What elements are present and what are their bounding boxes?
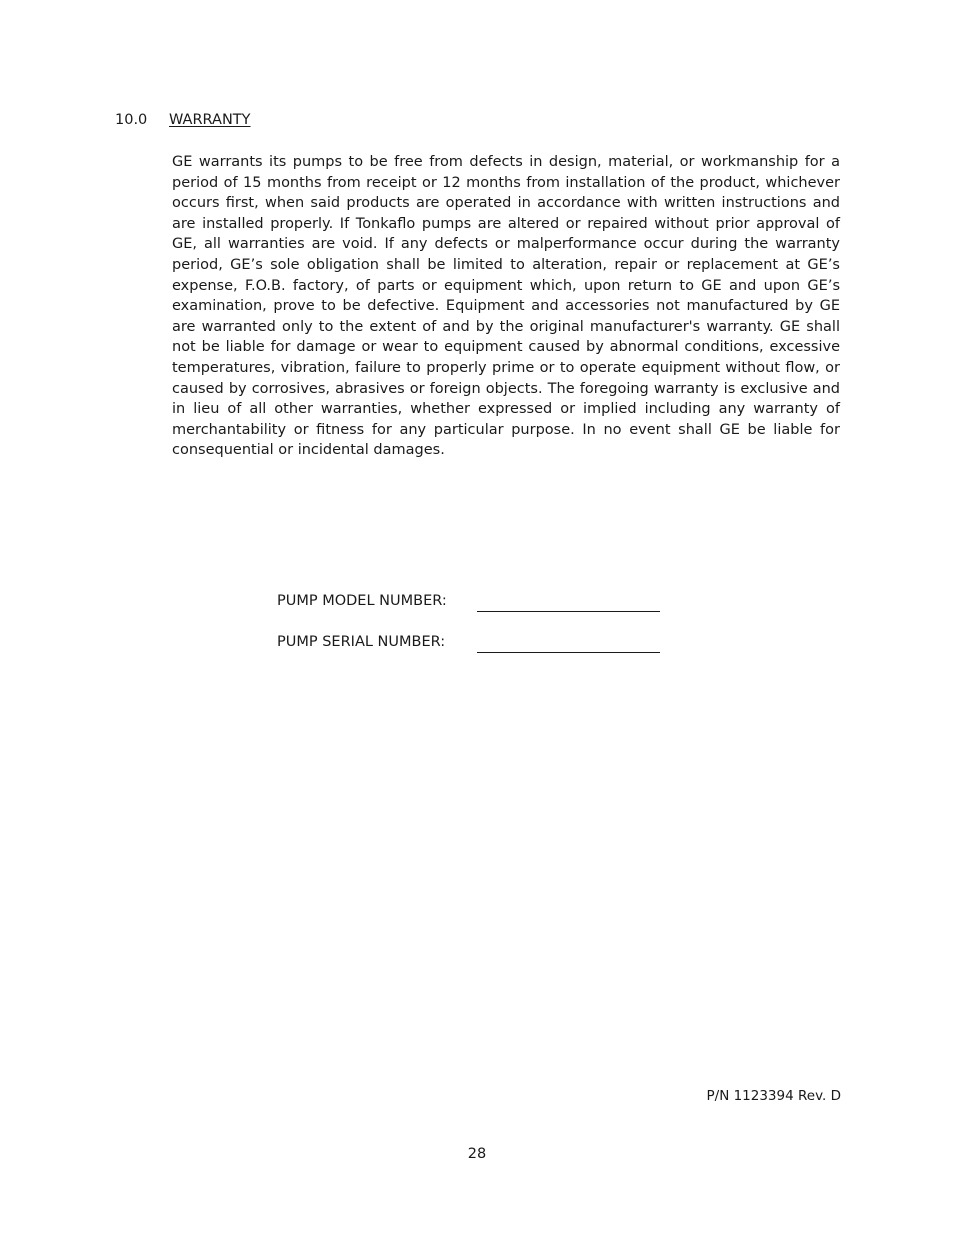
- section-number: 10.0: [115, 112, 148, 128]
- pump-serial-number-line: [477, 652, 660, 653]
- page-number: 28: [467, 1146, 487, 1162]
- pump-model-number-line: [477, 611, 660, 612]
- pump-model-number-label: PUMP MODEL NUMBER:: [277, 593, 447, 609]
- warranty-paragraph: GE warrants its pumps to be free from defects in design, material, or workmanship for a period of 15 months from receipt or 12 months from installation of the product, whichever occurs first, when said products are operated in accordance with written instructions and are installed properly. If Tonkaflo pumps are altered or repaired without prior approval of GE, all warranties are void. If any defects or malperformance occur during the warranty period, GE’s sole obligation shall be limited to alteration, repair or replacement at GE’s expense, F.O.B. factory, of parts or equipment which, upon return to GE and upon GE’s examination, prove to be defective. Equipment and accessories not manufactured by GE are warranted only to the extent of and by the original manufacturer's warranty. GE shall not be liable for damage or wear to equipment caused by abnormal conditions, excessive temperatures, vibration, failure to properly prime or to operate equipment without flow, or caused by corrosives, abrasives or foreign objects. The foregoing warranty is exclusive and in lieu of all other warranties, whether expressed or implied including any warranty of merchantability or fitness for any particular purpose. In no event shall GE be liable for consequential or incidental damages.: [172, 154, 840, 459]
- pump-serial-number-label: PUMP SERIAL NUMBER:: [277, 634, 446, 650]
- section-title: WARRANTY: [169, 112, 251, 128]
- part-number: P/N 1123394 Rev. D: [706, 1088, 841, 1104]
